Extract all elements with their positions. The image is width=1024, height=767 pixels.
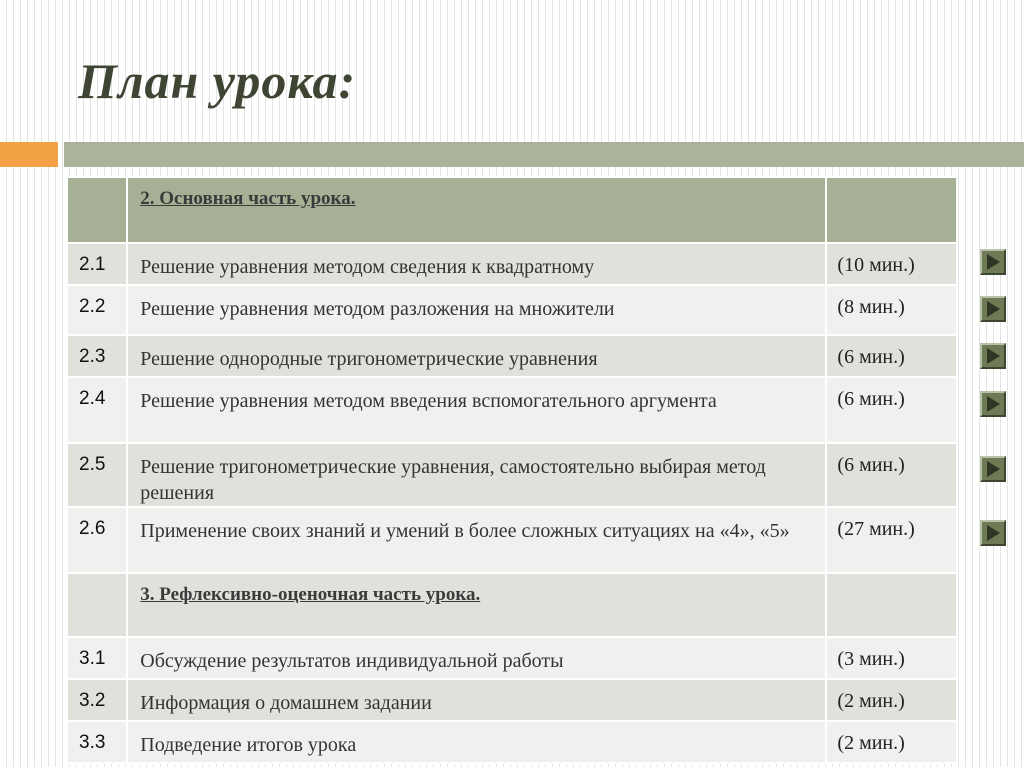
row-description: Решение тригонометрические уравнения, самостоятельно выбирая метод решения — [140, 456, 766, 504]
nav-button-2-2[interactable] — [980, 296, 1006, 322]
row-duration: (2 мин.) — [837, 690, 905, 712]
table-row-section-2 — [67, 177, 957, 243]
table-row-3-1 — [67, 637, 957, 679]
nav-button-2-4[interactable] — [980, 391, 1006, 417]
row-duration: (3 мин.) — [837, 648, 905, 670]
section-heading-cell — [127, 177, 826, 243]
accent-bar-orange — [0, 142, 58, 167]
row-number-cell — [67, 573, 127, 637]
table-row-2-2 — [67, 285, 957, 335]
row-number-cell — [67, 177, 127, 243]
nav-button-2-3[interactable] — [980, 343, 1006, 369]
row-number: 3.2 — [79, 690, 106, 711]
row-description: Решение уравнения методом разложения на множители — [140, 298, 615, 320]
table-row-2-1 — [67, 243, 957, 285]
row-number: 3.1 — [79, 648, 106, 669]
row-number: 2.6 — [79, 518, 106, 539]
row-duration: (10 мин.) — [837, 254, 915, 276]
play-arrow-icon — [987, 525, 1000, 541]
row-number: 2.2 — [79, 296, 106, 317]
row-number: 2.3 — [79, 346, 106, 367]
row-duration: (6 мин.) — [837, 346, 905, 368]
row-description: Решение уравнения методом сведения к квадратному — [140, 256, 595, 278]
row-description: Обсуждение результатов индивидуальной работы — [140, 650, 564, 672]
row-description: Информация о домашнем задании — [140, 692, 432, 714]
table-row-2-4 — [67, 377, 957, 443]
row-duration: (6 мин.) — [837, 388, 905, 410]
accent-bar-green — [64, 142, 1024, 167]
nav-button-2-1[interactable] — [980, 249, 1006, 275]
play-arrow-icon — [987, 301, 1000, 317]
row-description: Решение однородные тригонометрические уравнения — [140, 348, 598, 370]
table-row-3-3 — [67, 721, 957, 763]
row-number: 2.5 — [79, 454, 106, 475]
row-duration: (2 мин.) — [837, 732, 905, 754]
row-description: Подведение итогов урока — [140, 734, 357, 756]
row-duration: (27 мин.) — [837, 518, 915, 540]
row-number: 3.3 — [79, 732, 106, 753]
row-duration: (6 мин.) — [837, 454, 905, 476]
row-duration: (8 мин.) — [837, 296, 905, 318]
row-description: Решение уравнения методом введения вспомогательного аргумента — [140, 390, 717, 412]
play-arrow-icon — [987, 254, 1000, 270]
table-row-2-6 — [67, 507, 957, 573]
play-arrow-icon — [987, 396, 1000, 412]
lesson-plan-table — [66, 176, 958, 764]
row-description: Применение своих знаний и умений в более сложных ситуациях на «4», «5» — [140, 520, 790, 542]
table-row-2-5 — [67, 443, 957, 507]
row-number: 2.4 — [79, 388, 106, 409]
nav-button-2-6[interactable] — [980, 520, 1006, 546]
table-row-3-2 — [67, 679, 957, 721]
nav-button-2-5[interactable] — [980, 456, 1006, 482]
section-heading: 2. Основная часть урока. — [140, 188, 356, 209]
time-cell — [826, 177, 957, 243]
table-row-section-3 — [67, 573, 957, 637]
time-cell — [826, 573, 957, 637]
table-row-2-3 — [67, 335, 957, 377]
row-number: 2.1 — [79, 254, 106, 275]
play-arrow-icon — [987, 461, 1000, 477]
play-arrow-icon — [987, 348, 1000, 364]
section-heading: 3. Рефлексивно-оценочная часть урока. — [140, 584, 481, 605]
slide-title: План урока: — [78, 53, 357, 109]
section-heading-cell — [127, 573, 826, 637]
